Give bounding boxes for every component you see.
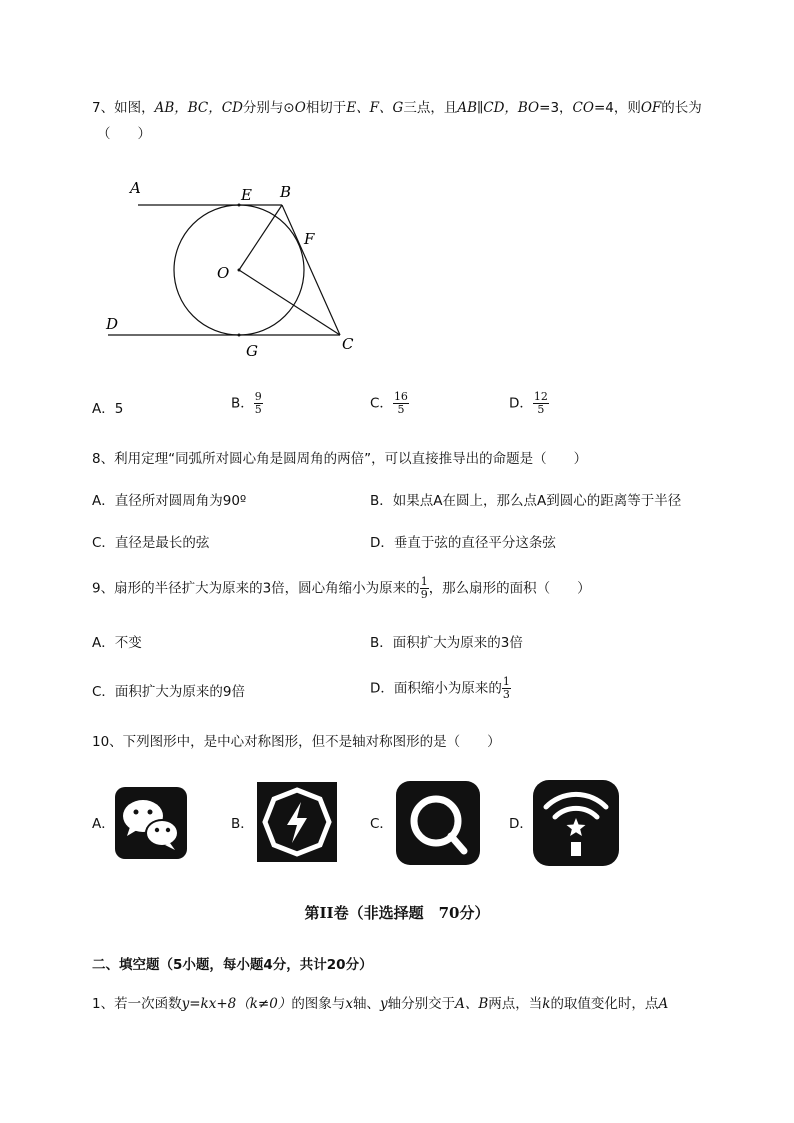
q9-stem: 9、扇形的半径扩大为原来的3倍，圆心角缩小为原来的 $\frac{1}{9}$ ，那么扇形的面积（ ） [92, 575, 591, 601]
q7-option-c: C． $\frac{16}{5}$ [370, 390, 408, 416]
label-a: A [130, 179, 141, 197]
q10-label-d: D． [509, 816, 533, 832]
label-b: B [280, 183, 292, 201]
q7-option-a: A．5 [92, 401, 124, 417]
point-g [238, 334, 241, 337]
q10-stem: 10、下列图形中，是中心对称图形，但不是轴对称图形的是（ ） [92, 734, 501, 750]
label-d: D [106, 315, 119, 333]
label-o: O [217, 264, 230, 282]
q7-option-d: D． $\frac{12}{5}$ [509, 390, 548, 416]
fraction: $\frac{12}{5}$ [533, 390, 548, 416]
q10-label-c: C． [370, 816, 393, 832]
q9-option-b: B．面积扩大为原来的3倍 [370, 635, 523, 651]
line-bc [282, 205, 340, 335]
q8-option-a: A．直径所对圆周角为90º [92, 493, 247, 509]
q9-option-c: C．面积扩大为原来的9倍 [92, 684, 246, 700]
center-point [238, 269, 241, 272]
wechat-icon [115, 787, 187, 859]
fraction: $\frac{1}{3}$ [502, 675, 510, 701]
q7-option-b: B． $\frac{9}{5}$ [231, 390, 262, 416]
fraction: $\frac{1}{9}$ [420, 575, 428, 601]
q8-option-d: D．垂直于弦的直径平分这条弦 [370, 535, 556, 551]
q7-geometry-figure [96, 170, 376, 370]
q9-option-a: A．不变 [92, 635, 142, 651]
section-heading: 二、填空题（5小题，每小题4分，共计20分） [92, 957, 373, 973]
label-e: E [241, 186, 252, 204]
fraction: $\frac{9}{5}$ [254, 390, 262, 416]
part2-title: 第II卷（非选择题 70分） [304, 904, 490, 922]
q8-stem: 8、利用定理“同弧所对圆心角是圆周角的两倍”，可以直接推导出的命题是（ ） [92, 451, 588, 467]
q7-answer-paren: （ ） [97, 126, 151, 142]
label-c: C [342, 335, 354, 353]
label-f: F [304, 230, 315, 248]
lightning-icon [257, 782, 337, 862]
q10-label-a: A． [92, 816, 115, 832]
q7-stem: 7、如图，AB，BC，CD分别与⊙O相切于E、F、G三点，且AB∥CD，BO=3，CO=4，则OF的长为 [92, 100, 702, 116]
search-icon [396, 781, 480, 865]
q8-option-b: B．如果点A在圆上，那么点A到圆心的距离等于半径 [370, 493, 682, 509]
q10-label-b: B． [231, 816, 254, 832]
q9-option-d: D．面积缩小为原来的 $\frac{1}{3}$ [370, 675, 510, 701]
q8-option-c: C．直径是最长的弦 [92, 535, 210, 551]
wifi-icon [533, 780, 619, 866]
label-g: G [246, 342, 258, 360]
line-ob [239, 205, 282, 270]
fraction: $\frac{16}{5}$ [393, 390, 408, 416]
fill-q1-stem: 1、若一次函数y=kx+8（k≠0）的图象与x轴、y轴分别交于A、B两点，当k的取值变化时，点A [92, 996, 669, 1012]
